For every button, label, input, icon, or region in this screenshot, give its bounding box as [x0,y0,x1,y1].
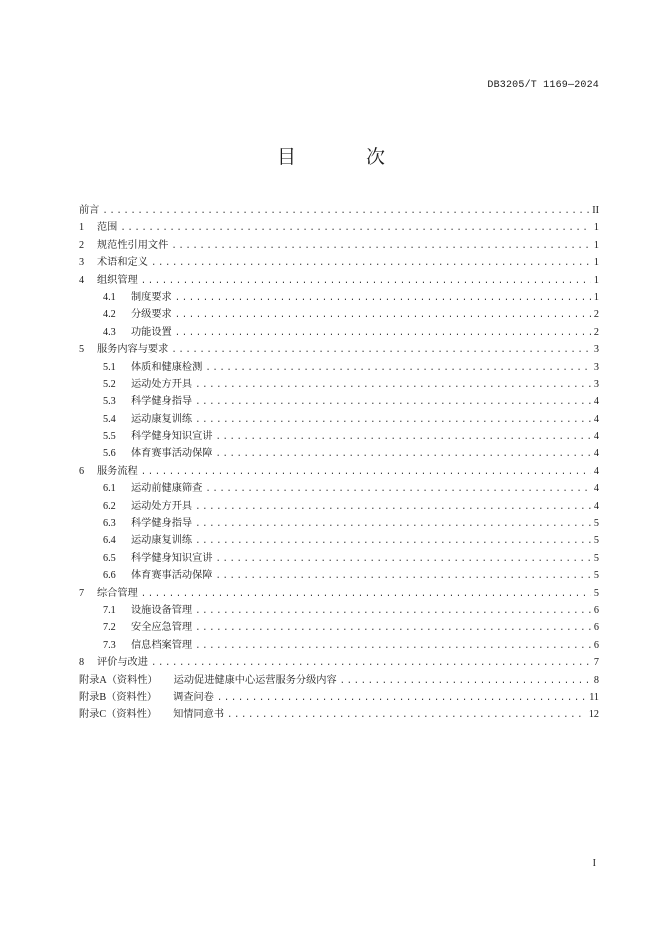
toc-dot-leader [141,464,591,481]
toc-entry-page: 4 [593,413,599,425]
toc-entry-number: 6.1 [103,483,116,495]
toc-entry[interactable] [79,411,599,428]
toc-entry-number: 8 [79,657,85,669]
toc-entry[interactable] [79,654,599,671]
toc-entry-page: 5 [593,552,599,564]
toc-entry[interactable] [79,672,599,689]
toc-entry-title: 范围 [97,222,118,234]
toc-entry-page: 6 [593,604,599,616]
toc-entry-title: 科学健身指导 [131,396,193,408]
toc-entry-number: 4.2 [103,309,116,321]
toc-entry-page: 6 [593,622,599,634]
toc-entry-page: 2 [593,309,599,321]
page-title: 目 次 [276,146,418,168]
toc-entry-title: 制度要求 [131,291,172,303]
toc-entry-number: 附录A（资料性） [79,674,158,686]
toc-entry-title: 规范性引用文件 [97,239,169,251]
toc-entry-number: 5 [79,344,85,356]
toc-entry-page: 4 [593,431,599,443]
toc-dot-leader [216,568,591,585]
toc-dot-leader [120,220,591,237]
toc-entry[interactable] [79,550,599,567]
toc-entry[interactable] [79,585,599,602]
toc-entry[interactable] [79,341,599,358]
toc-dot-leader [175,290,591,307]
toc-entry-title: 调查问卷 [173,691,214,703]
toc-dot-leader [141,273,591,290]
toc-entry-page: 1 [593,257,599,269]
toc-dot-leader [175,307,591,324]
toc-dot-leader [217,690,586,707]
toc-entry-page: 2 [593,326,599,338]
toc-dot-leader [216,429,591,446]
toc-entry-number: 7 [79,587,85,599]
toc-entry-title: 运动促进健康中心运营服务分级内容 [173,674,337,686]
toc-dot-leader [171,342,591,359]
toc-entry-number: 6.4 [103,535,116,547]
toc-entry-page: 1 [593,222,599,234]
toc-entry-page: 7 [593,657,599,669]
toc-entry-title: 运动前健康筛查 [131,483,203,495]
toc-entry-number: 5.1 [103,361,116,373]
toc-entry-number: 6.5 [103,552,116,564]
toc-entry-title: 服务流程 [97,465,138,477]
toc-entry-title: 术语和定义 [97,257,148,269]
toc-entry-number: 附录C（资料性） [79,709,158,721]
toc-entry-page: 5 [593,587,599,599]
toc-entry-page: 5 [593,535,599,547]
toc-dot-leader [171,238,591,255]
toc-entry-page: 5 [593,518,599,530]
toc-entry-page: 4 [593,483,599,495]
toc-entry[interactable] [79,306,599,323]
toc-dot-leader [195,516,591,533]
toc-entry-page: 3 [593,378,599,390]
toc-entry-title: 体质和健康检测 [131,361,203,373]
toc-entry-title: 信息档案管理 [131,639,193,651]
toc-entry[interactable] [79,324,599,341]
toc-dot-leader [195,499,591,516]
toc-entry-number: 6.2 [103,500,116,512]
toc-dot-leader [227,707,586,724]
toc-entry-title: 科学健身知识宣讲 [131,431,213,443]
toc-entry[interactable] [79,532,599,549]
toc-entry-number: 5.2 [103,378,116,390]
toc-entry-title: 运动处方开具 [131,500,193,512]
toc-dot-leader [205,360,591,377]
toc-entry-page: 4 [593,396,599,408]
toc-entry-number: 6.3 [103,518,116,530]
toc-entry[interactable] [79,619,599,636]
toc-entry-title: 分级要求 [131,309,172,321]
toc-dot-leader [195,603,591,620]
toc-dot-leader [195,412,591,429]
toc-entry-number: 附录B（资料性） [79,691,158,703]
toc-entry-page: 4 [593,448,599,460]
toc-entry-number: 4.3 [103,326,116,338]
toc-entry-title: 功能设置 [131,326,172,338]
toc-entry[interactable] [79,376,599,393]
document-code: DB3205/T 1169—2024 [487,80,599,91]
toc-entry-page: II [592,205,599,216]
toc-entry-title: 体育赛事活动保障 [131,448,213,460]
toc-entry-title: 运动康复训练 [131,413,193,425]
toc-entry[interactable] [79,393,599,410]
toc-entry-number: 6.6 [103,570,116,582]
toc-dot-leader [151,255,591,272]
toc-dot-leader [195,377,591,394]
toc-entry-page: 11 [589,691,599,703]
toc-entry-number: 6 [79,465,85,477]
toc-entry[interactable] [79,202,599,219]
toc-entry-number: 2 [79,239,85,251]
toc-entry-title: 运动康复训练 [131,535,193,547]
toc-entry-number: 3 [79,257,85,269]
toc-entry-title: 运动处方开具 [131,378,193,390]
page-number: I [592,858,596,869]
toc-entry-title: 设施设备管理 [131,604,193,616]
toc-dot-leader [141,586,591,603]
toc-entry[interactable] [79,515,599,532]
toc-entry[interactable] [79,219,599,236]
toc-entry[interactable] [79,706,599,723]
toc-entry-number: 7.1 [103,604,116,616]
toc-entry-page: 5 [593,570,599,582]
toc-entry-page: 8 [593,674,599,686]
toc-entry[interactable] [79,254,599,271]
toc-entry[interactable] [79,359,599,376]
toc-entry-number: 1 [79,222,85,234]
toc-entry[interactable] [79,602,599,619]
toc-entry-page: 3 [593,344,599,356]
toc-entry-title: 知情同意书 [173,709,225,721]
toc-entry[interactable] [79,237,599,254]
toc-entry[interactable] [79,689,599,706]
toc-entry[interactable] [79,567,599,584]
toc-dot-leader [195,533,591,550]
toc-entry-number: 5.4 [103,413,116,425]
toc-entry-number: 4.1 [103,291,116,303]
toc-entry-title: 科学健身知识宣讲 [131,552,213,564]
toc-entry-page: 1 [593,291,599,303]
toc-entry[interactable] [79,272,599,289]
toc-entry-page: 4 [593,500,599,512]
toc-entry[interactable] [79,289,599,306]
toc-entry-page: 3 [593,361,599,373]
toc-entry-title: 评价与改进 [97,657,148,669]
toc-entry[interactable] [79,498,599,515]
table-of-contents [79,202,599,724]
toc-entry-number: 4 [79,274,85,286]
toc-entry-number: 5.3 [103,396,116,408]
toc-entry-page: 4 [593,465,599,477]
toc-entry-title: 体育赛事活动保障 [131,570,213,582]
toc-entry-page: 6 [593,639,599,651]
toc-dot-leader [205,481,591,498]
toc-entry-page: 1 [593,274,599,286]
toc-entry-title: 服务内容与要求 [97,344,169,356]
toc-entry-page: 1 [593,239,599,251]
toc-entry-title: 组织管理 [97,274,138,286]
toc-entry-title: 综合管理 [97,587,138,599]
toc-entry-page: 12 [588,709,599,721]
toc-dot-leader [340,673,591,690]
toc-entry-number: 7.2 [103,622,116,634]
toc-entry[interactable] [79,480,599,497]
toc-entry-title: 科学健身指导 [131,518,193,530]
toc-entry-title: 安全应急管理 [131,622,193,634]
toc-entry-number: 7.3 [103,639,116,651]
toc-entry[interactable] [79,428,599,445]
toc-entry[interactable] [79,463,599,480]
toc-entry-title: 前言 [79,205,100,216]
toc-dot-leader [175,325,591,342]
toc-dot-leader [195,394,591,411]
toc-dot-leader [195,620,591,637]
toc-dot-leader [151,655,591,672]
toc-dot-leader [195,638,591,655]
toc-entry-number: 5.5 [103,431,116,443]
toc-entry[interactable] [79,445,599,462]
toc-dot-leader [216,446,591,463]
toc-entry[interactable] [79,637,599,654]
toc-entry-number: 5.6 [103,448,116,460]
toc-dot-leader [102,203,589,220]
toc-dot-leader [216,551,591,568]
